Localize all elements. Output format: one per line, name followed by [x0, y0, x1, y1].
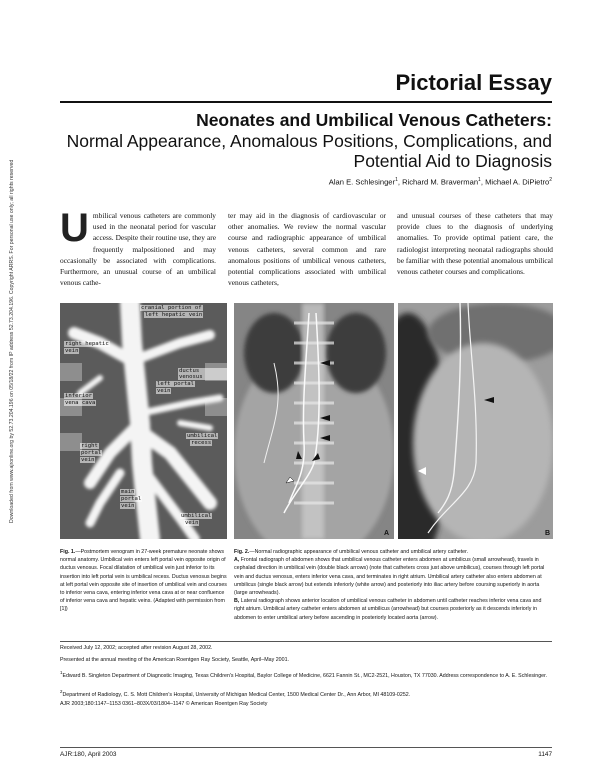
label-right-portal-2: portal — [81, 450, 102, 456]
label-right-hepatic-2: vein — [65, 348, 79, 354]
fig2-caption-label: Fig. 2. — [234, 549, 250, 555]
fig1-caption-text: —Postmortem venogram in 27-week premature neonate shows normal anatomy. Umbilical vein enters left portal vein opposite origin of ductus venosus. Focal dilatation of umbilical vein just inferior to its insertion into left portal vein is umbilical recess. Ductus venosus begins at left portal vein opposite site of insertion of umbilical vein and courses to inferior vena cava, entering inferior vena cava at or near confluence of inferior vena cava and hepatic veins. (Adapted with permission from [1]) — [60, 549, 227, 613]
panel-label-a: A — [384, 530, 390, 537]
fig2a-caption-text: Frontal radiograph of abdomen shows that umbilical venous catheter enters abdomen at umbilicus (small arrowhead), travels in cephalad direction in umbilical vein (double black arrows) (note that catheters cross just above umbilicus), courses through left portal vein and ductus venosus, enters inferior vena cava, and terminates in right atrium. Umbilical artery catheter also enters abdomen at umbilicus (single black arrow) but extends inferiorly (white arrow) and posteriorly into iliac artery before coursing superiorly in aorta (large arrowheads). — [234, 557, 545, 597]
author-1-affiliation: 1 — [395, 177, 398, 183]
author-separator: , — [480, 177, 486, 187]
body-column-2: ter may aid in the diagnosis of cardiovascular or other anomalies. We review the normal vascular course and radiographic appearance of umbilical venous catheters, several common and rare anomalous positions of umbilical venous catheters, potential complications associated with umbilical venous catheters, — [228, 211, 386, 288]
download-notice: Downloaded from www.ajronline.org by 52.73.204.196 on 05/18/22 from IP address 52.73.204.196. Copyright ARRS. For personal use only; all rights reserved — [9, 159, 15, 523]
fig2-caption-text: —Normal radiographic appearance of umbilical venous catheter and umbilical artery catheter. — [249, 549, 469, 555]
label-left-hepatic: left hepatic vein — [145, 312, 203, 318]
aff2-number: 2 — [60, 689, 63, 694]
label-main-portal-3: vein — [121, 503, 135, 509]
label-ivc: inferior — [65, 393, 92, 399]
label-left-portal: left portal — [157, 381, 195, 387]
label-right-portal: right — [81, 443, 98, 449]
figure-2a-frontal-radiograph — [234, 303, 394, 539]
body-column-1 — [60, 206, 216, 288]
fig2b-caption-text: Lateral radiograph shows anterior location of umbilical venous catheter in abdomen until catheter reaches inferior vena cava and right atrium. Umbilical artery catheter enters abdomen at umbilicus (arrowhead) but courses posteriorly as it descends inferiorly in abdomen to enter umbilical artery before ascending in posteriorly located aorta (arrow). — [234, 598, 542, 621]
footnote-received: Received July 12, 2002; accepted after revision August 28, 2002. — [60, 645, 213, 651]
author-3: Michael A. DiPietro — [485, 177, 550, 187]
fig1-caption-label: Fig. 1. — [60, 549, 76, 555]
article-title-line2: Normal Appearance, Anomalous Positions, Complications, and Potential Aid to Diagnosis — [66, 131, 552, 171]
header-rule — [60, 101, 552, 103]
figure-2-caption — [234, 548, 553, 622]
drop-cap: U — [60, 206, 89, 250]
author-2: Richard M. Braverman — [402, 177, 479, 187]
body-column-3: and unusual courses of these catheters that may provide clues to the diagnosis of underlying anomalies. To provide optimal patient care, the radiologist interpreting neonatal radiographs should be familiar with these potential anomalous umbilical venous catheter courses and complications. — [397, 211, 553, 277]
fig2a-caption-label: A, — [234, 557, 240, 564]
panel-label-b: B — [545, 530, 551, 537]
footnote-presented: Presented at the annual meeting of the American Roentgen Ray Society, Seattle, April–May 2001. — [60, 657, 289, 663]
section-title: Pictorial Essay — [395, 70, 552, 95]
label-umbilical-vein-2: vein — [185, 520, 199, 526]
label-ivc-2: vena cava — [65, 400, 96, 406]
label-left-portal-2: vein — [157, 388, 171, 394]
fig2b-caption-label: B, — [234, 598, 240, 605]
author-list — [329, 177, 552, 187]
label-ductus: ductus venosus — [178, 368, 227, 380]
page-number: 1147 — [538, 751, 552, 758]
label-right-portal-3: vein — [81, 457, 95, 463]
body-text-1: mbilical venous catheters are commonly used in the neonatal period for vascular access. Despite their routine use, they are frequently malpositioned and may occasionally be associated with complications. Furthermore, an unusual course of an umbilical venous cathe- — [60, 211, 216, 288]
journal-footer: AJR:180, April 2003 — [60, 751, 117, 758]
label-cranial: cranial portion of — [141, 305, 202, 311]
footnote-citation: AJR 2003;180:1147–1153 0361–803X/03/1804–1147 © American Roentgen Ray Society — [60, 701, 268, 707]
label-umbilical-recess: umbilical — [187, 433, 218, 439]
footnote-affiliation-1 — [60, 669, 553, 680]
lateral-radiograph-image — [398, 303, 553, 539]
label-right-hepatic: right hepatic — [65, 341, 109, 347]
figure-2b-lateral-radiograph — [398, 303, 553, 539]
author-2-affiliation: 1 — [478, 177, 481, 183]
author-3-affiliation: 2 — [549, 177, 552, 183]
label-umbilical-recess-2: recess — [191, 440, 212, 446]
frontal-radiograph-image — [234, 303, 394, 539]
footnote-rule — [60, 641, 552, 642]
label-umbilical-vein: umbilical — [181, 513, 212, 519]
footnote-affiliation-2 — [60, 688, 553, 699]
figure-1-caption — [60, 548, 227, 614]
article-title-line1: Neonates and Umbilical Venous Catheters: — [196, 110, 552, 130]
footer-rule — [60, 747, 552, 748]
label-main-portal-2: portal — [121, 496, 142, 502]
aff1-number: 1 — [60, 670, 63, 675]
label-main-portal: main — [121, 489, 135, 495]
author-1: Alan E. Schlesinger — [328, 177, 396, 187]
author-separator: , — [397, 177, 403, 187]
aff1-text: Edward B. Singleton Department of Diagnostic Imaging, Texas Children's Hospital, Baylor College of Medicine, 6621 Fannin St., MC2-2521, Houston, TX 77030. Address correspondence to A. E. Schlesinger. — [62, 672, 548, 679]
venogram-image — [60, 303, 227, 539]
figure-1-venogram — [60, 303, 227, 539]
aff2-text: Department of Radiology, C. S. Mott Children's Hospital, University of Michigan Medical Center, 1500 Medical Center Dr., Ann Arbor, MI 48109-0252. — [62, 691, 411, 698]
